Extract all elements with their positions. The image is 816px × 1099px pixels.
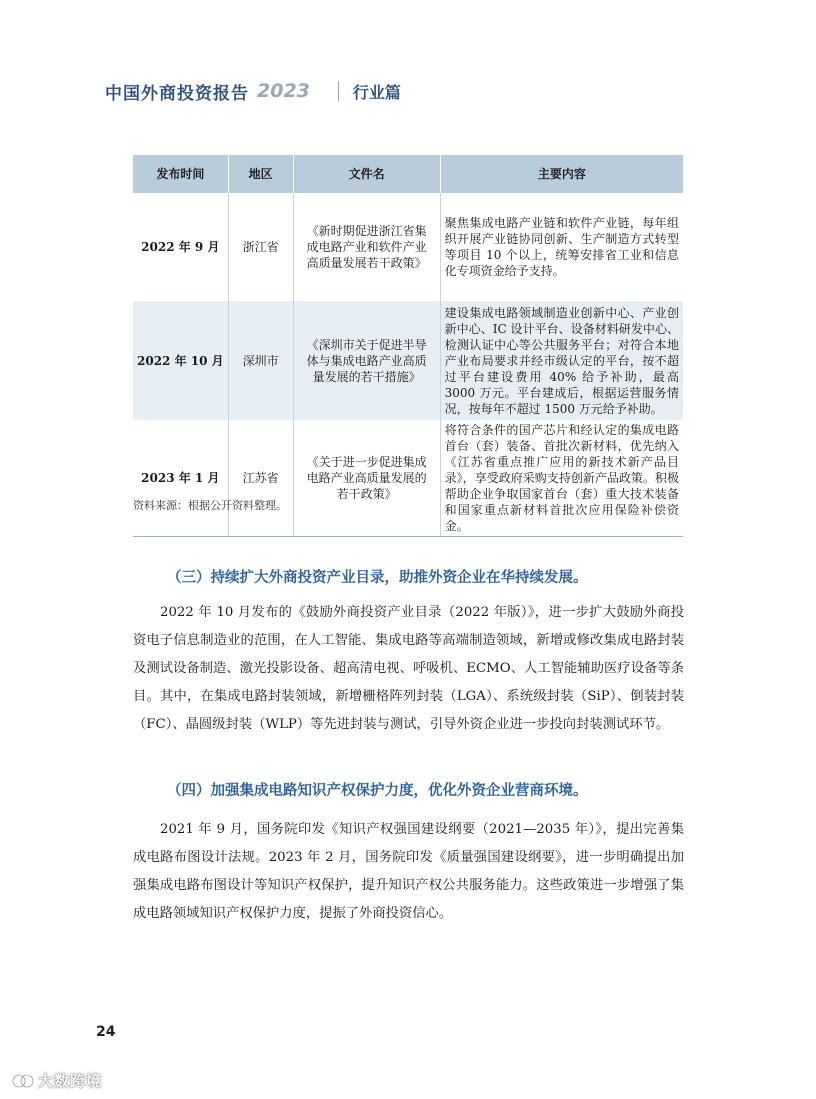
row-content: 建设集成电路领域制造业创新中心、产业创新中心、IC 设计平台、设备材料研发中心、检测认证中心等公共服务平台；对符合本地产业布局要求并经市级认定的平台，按不超过平台建设费用 40% 给予补助，最高 3000 万元。平台建成后，根据运营服务情况，按每年不超过 1500 万元给予补助。 [440, 301, 683, 420]
section-label: 行业篇 [352, 82, 401, 102]
row-document: 《关于进一步促进集成电路产业高质量发展的若干政策》 [293, 420, 440, 537]
row-content: 将符合条件的国产芯片和经认定的集成电路首台（套）装备、首批次新材料，优先纳入《江苏省重点推广应用的新技术新产品目录》，享受政府采购支持创新产品政策。积极帮助企业争取国家首台（套）重大技术装备和国家重点新材料首批次应用保险补偿资金。 [440, 420, 683, 537]
row-date: 2022 年 9 月 [133, 193, 228, 301]
policy-table [133, 155, 683, 537]
report-title: 中国外商投资报告 [105, 83, 249, 104]
watermark [12, 1070, 102, 1091]
row-region: 江苏省 [228, 420, 293, 537]
row-region: 深圳市 [228, 301, 293, 420]
source-note: 资料来源：根据公开资料整理。 [133, 499, 287, 512]
section3-heading: （三）持续扩大外商投资产业目录，助推外资企业在华持续发展。 [167, 570, 588, 586]
section3-paragraph: 2022 年 10 月发布的《鼓励外商投资产业目录（2022 年版）》，进一步扩大鼓励外商投资电子信息制造业的范围，在人工智能、集成电路等高端制造领域，新增或修改集成电路封装及测试设备制造、激光投影设备、超高清电视、呼吸机、ECMO、人工智能辅助医疗设备等条目。其中，在集成电路封装领域，新增栅格阵列封装（LGA）、系统级封装（SiP）、倒装封装（FC）、晶圆级封装（WLP）等先进封装与测试，引导外资企业进一步投向封装测试环节。 [133, 605, 684, 732]
page-number: 24 [96, 1024, 116, 1040]
table-row [133, 193, 683, 301]
row-date: 2022 年 10 月 [133, 301, 228, 420]
row-date: 2023 年 1 月 [133, 420, 228, 537]
row-region: 浙江省 [228, 193, 293, 301]
row-content: 聚焦集成电路产业链和软件产业链，每年组织开展产业链协同创新、生产制造方式转型等项目 10 个以上，统筹安排省工业和信息化专项资金给予支持。 [444, 216, 679, 278]
table-row [133, 420, 683, 537]
column-header-region: 地区 [228, 155, 293, 193]
row-document: 《深圳市关于促进半导体与集成电路产业高质量发展的若干措施》 [293, 301, 440, 420]
column-header-date: 发布时间 [133, 155, 228, 193]
header-divider [338, 81, 339, 101]
table-row [133, 301, 683, 420]
watermark-text: 大数跨境 [38, 1072, 103, 1090]
section4-heading: （四）加强集成电路知识产权保护力度，优化外资企业营商环境。 [167, 783, 588, 799]
row-document: 《新时期促进浙江省集成电路产业和软件产业高质量发展若干政策》 [293, 193, 440, 301]
section4-paragraph: 2021 年 9 月，国务院印发《知识产权强国建设纲要（2021—2035 年）》，提出完善集成电路布图设计法规。2023 年 2 月，国务院印发《质量强国建设纲要》，进一步明确提出加强集成电路布图设计等知识产权保护，提升知识产权公共服务能力。这些政策进一步增强了集成电路领域知识产权保护力度，提振了外商投资信心。 [133, 822, 684, 921]
column-header-content: 主要内容 [440, 155, 683, 193]
running-header [105, 76, 401, 106]
table-header-row [133, 155, 683, 193]
report-year: 2023 [257, 80, 310, 102]
column-header-document: 文件名 [293, 155, 440, 193]
watermark-logo-icon [12, 1072, 34, 1090]
